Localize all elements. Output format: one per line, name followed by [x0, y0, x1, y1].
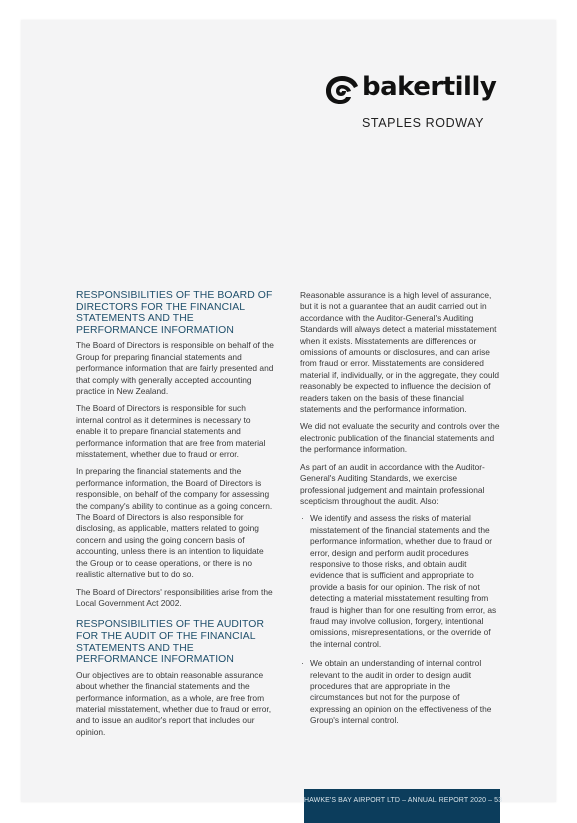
bullet-marker: · [301, 658, 304, 669]
body-paragraph: Reasonable assurance is a high level of assurance, but it is not a guarantee that an audit carried out in accordance with the Auditor-General's Auditing Standards will always detect a material misstatement when it exists. Misstatements are differences or omissions of amounts or disclosures, and can arise from fraud or error. Misstatements are considered material if, individually, or in the aggregate, they could reasonably be expected to influence the decision of readers taken on the basis of these financial statements and the performance information. [300, 290, 500, 415]
body-paragraph: The Board of Directors is responsible for such internal control as it determines is necessary to enable it to prepare financial statements and performance information that are free from material misstatement, whether due to fraud or error. [76, 403, 266, 460]
logo-wordmark: bakertilly [362, 72, 497, 102]
list-item [300, 513, 500, 650]
footer-text: HAWKE'S BAY AIRPORT LTD – ANNUAL REPORT 2020 – 53 [304, 797, 503, 804]
section-heading-auditor: RESPONSIBILITIES OF THE AUDITOR FOR THE AUDIT OF THE FINANCIAL STATEMENTS AND THE PERFORMANCE INFORMATION [76, 619, 265, 666]
section-heading-board: RESPONSIBILITIES OF THE BOARD OF DIRECTORS FOR THE FINANCIAL STATEMENTS AND THE PERFORMANCE INFORMATION [76, 290, 273, 336]
body-paragraph: The Board of Directors is responsible on behalf of the Group for preparing financial statements and performance information that are fairly presented and that comply with generally accepted accounting practice in New Zealand. [76, 340, 274, 396]
bakertilly-swirl-icon [324, 74, 360, 106]
body-paragraph: The Board of Directors' responsibilities arise from the Local Government Act 2002. [76, 586, 273, 608]
body-paragraph: We did not evaluate the security and controls over the electronic publication of the financial statements and the performance information. [300, 421, 500, 455]
body-paragraph: Our objectives are to obtain reasonable assurance about whether the financial statements and the performance information, as a whole, are free from material misstatement, whether due to fraud or error, and to issue an auditor's report that includes our opinion. [76, 669, 272, 737]
page-footer [304, 789, 503, 823]
list-item-text: We obtain an understanding of internal control relevant to the audit in order to design audit procedures that are appropriate in the circumstances but not for the purpose of expressing an opinion on the effectiveness of the Group's internal control. [310, 658, 492, 726]
logo-subtitle: STAPLES RODWAY [362, 116, 485, 130]
right-column [300, 290, 500, 735]
bullet-list [300, 513, 500, 726]
bakertilly-logo [324, 72, 504, 138]
list-item-text: We identify and assess the risks of material misstatement of the financial statements and the performance information, whether due to fraud or error, design and perform audit procedures responsive to those risks, and obtain audit evidence that is sufficient and appropriate to provide a basis for our opinion. The risk of not detecting a material misstatement resulting from fraud is higher than for one resulting from error, as fraud may involve collusion, forgery, intentional omissions, misrepresentations, or the override of the internal control. [310, 513, 497, 649]
list-item [300, 658, 500, 726]
bullet-marker: · [301, 513, 304, 524]
body-paragraph: In preparing the financial statements and the performance information, the Board of Directors is responsible, on behalf of the company for assessing the company's ability to continue as a going concern. The Board of Directors is also responsible for disclosing, as applicable, matters related to going concern and using the going concern basis of accounting, unless there is an intention to liquidate the Group or to cease operations, or there is no realistic alternative but to do so. [76, 466, 273, 580]
left-column [76, 290, 274, 744]
body-paragraph: As part of an audit in accordance with the Auditor-General's Auditing Standards, we exercise professional judgement and maintain professional scepticism throughout the audit. Also: [300, 461, 485, 506]
